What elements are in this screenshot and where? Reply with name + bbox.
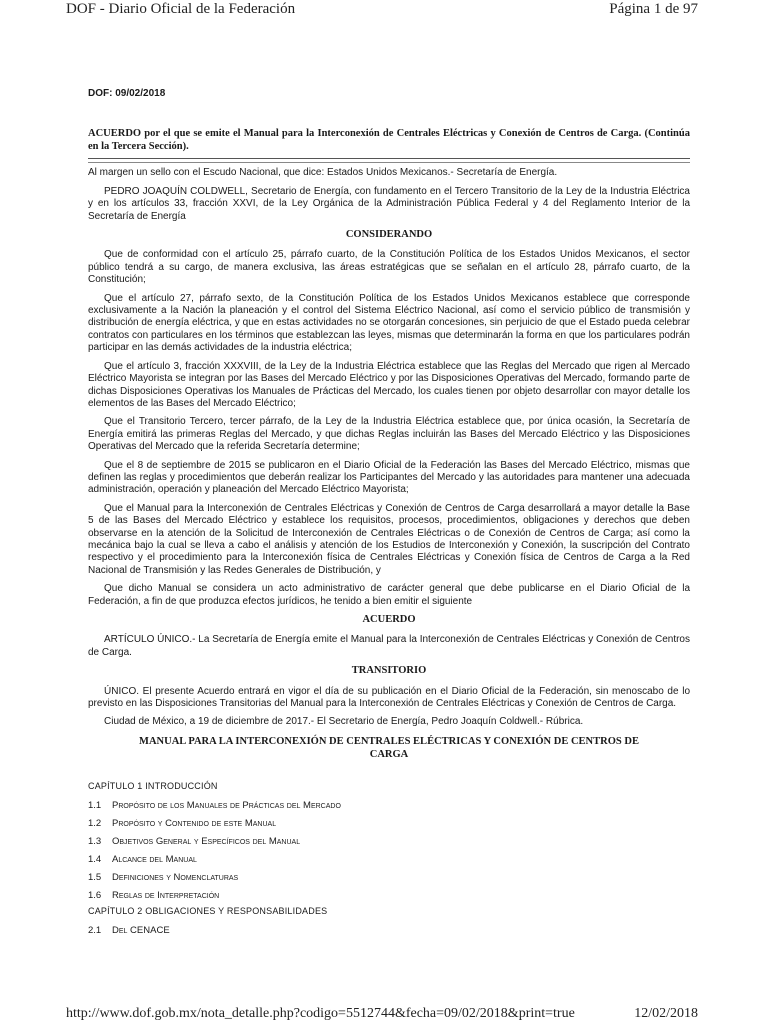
- toc-item: [88, 890, 690, 901]
- articulo-unico-paragraph: ARTÍCULO ÚNICO.- La Secretaría de Energía emite el Manual para la Interconexión de Centrales Eléctricas y Conexión de Centros de Carga.: [88, 634, 690, 658]
- toc-item-label: Definiciones y Nomenclaturas: [112, 871, 239, 883]
- toc-item-label: Alcance del Manual: [112, 853, 197, 865]
- considerando-paragraph: Que dicho Manual se considera un acto administrativo de carácter general que debe publicarse en el Diario Oficial de la Federación, a fin de que produzca efectos jurídicos, he tenido a bien emitir el siguiente: [88, 583, 690, 607]
- considerando-paragraph: Que el Manual para la Interconexión de Centrales Eléctricas y Conexión de Centros de Carga desarrollará a mayor detalle la Base 5 de las Bases del Mercado Eléctrico y establece los requisitos, procesos, procedimientos, obligaciones y derechos que deben observarse en la atención de la Solicitud de Interconexión de Centrales Eléctricas o de Conexión de Centros de Carga; así como la mecánica bajo la cual se lleva a cabo el análisis y atención de los Estudios de Interconexión y Conexión, la suscripción del Contrato respectivo y el procedimiento para la Interconexión física de Centrales Eléctricas y Conexión física de Centros de Carga a la Red Nacional de Transmisión y las Redes Generales de Distribución, y: [88, 502, 690, 576]
- toc-item-number: 1.5: [88, 871, 102, 883]
- considerando-paragraph: Que el artículo 3, fracción XXXVIII, de la Ley de la Industria Eléctrica establece que las Reglas del Mercado que rigen al Mercado Eléctrico Mayorista se integran por las Bases del Mercado Eléctrico y por las Disposiciones Operativas del Mercado, formando parte de dichas Disposiciones Operativas los Manuales de Prácticas del Mercado, los cuales tienen por objeto desarrollar con mayor detalle los elementos de las Bases del Mercado Eléctrico;: [88, 360, 690, 409]
- toc-chapter-1: CAPÍTULO 1 INTRODUCCIÓN: [88, 780, 218, 791]
- toc-item-number: 1.2: [88, 817, 102, 829]
- print-footer: [66, 1003, 698, 1023]
- toc-item-label: Propósito de los Manuales de Prácticas del Mercado: [112, 799, 341, 811]
- considerando-paragraph: Que el Transitorio Tercero, tercer párrafo, de la Ley de la Industria Eléctrica establece que, por única ocasión, la Secretaría de Energía emitirá las primeras Reglas del Mercado, y que dichas Reglas incluirán las Bases del Mercado Eléctrico y las Disposiciones Operativas del Mercado que la referida Secretaría determine;: [88, 416, 690, 453]
- publication-date: DOF: 09/02/2018: [88, 88, 166, 99]
- toc-item: [88, 836, 690, 847]
- toc-item-label: Reglas de Interpretación: [112, 889, 220, 901]
- considerando-paragraph: Que el 8 de septiembre de 2015 se publicaron en el Diario Oficial de la Federación las Bases del Mercado Eléctrico, mismas que definen las reglas y procedimientos que deberán realizar los Participantes del Mercado y las autoridades para mantener una adecuada administración, operación y planeación del Mercado Eléctrico Mayorista;: [88, 459, 690, 496]
- print-header: [66, 0, 698, 22]
- toc-item-label: Del CENACE: [112, 924, 170, 936]
- acuerdo-heading: ACUERDO: [362, 614, 416, 625]
- header-page-number: Página 1 de 97: [609, 1, 698, 17]
- considerando-paragraph: Que de conformidad con el artículo 25, párrafo cuarto, de la Constitución Política de los Estados Unidos Mexicanos, el sector público tendrá a su cargo, de manera exclusiva, las áreas estratégicas que se señalan en el artículo 28, párrafo cuarto, de la Constitución;: [88, 249, 690, 286]
- transitorio-heading: TRANSITORIO: [351, 665, 427, 677]
- toc-item-number: 1.1: [88, 799, 102, 811]
- title-divider: [88, 162, 690, 163]
- toc-item-label: Propósito y Contenido de este Manual: [112, 817, 277, 829]
- table-of-contents: [88, 781, 690, 936]
- toc-item: [88, 872, 690, 883]
- toc-item-number: 1.6: [88, 889, 102, 901]
- toc-item-number: 2.1: [88, 924, 102, 936]
- toc-item-number: 1.3: [88, 835, 102, 847]
- header-site-title: DOF - Diario Oficial de la Federación: [66, 1, 296, 17]
- toc-item: [88, 800, 690, 811]
- manual-title: MANUAL PARA LA INTERCONEXIÓN DE CENTRALES ELÉCTRICAS Y CONEXIÓN DE CENTROS DE CARGA: [139, 735, 639, 760]
- unico-paragraph: ÚNICO. El presente Acuerdo entrará en vigor el día de su publicación en el Diario Oficial de la Federación, sin menoscabo de lo previsto en las Disposiciones Transitorias del Manual para la Interconexión de Centrales Eléctricas y Conexión de Centros de Carga.: [88, 685, 690, 710]
- seal-paragraph: Al margen un sello con el Escudo Nacional, que dice: Estados Unidos Mexicanos.- Secretaría de Energía.: [88, 167, 558, 179]
- intro-paragraph: PEDRO JOAQUÍN COLDWELL, Secretario de Energía, con fundamento en el Tercero Transitorio de la Ley de la Industria Eléctrica y en los artículos 33, fracción XXVI, de la Ley Orgánica de la Administración Pública Federal y 4 del Reglamento Interior de la Secretaría de Energía: [88, 185, 690, 222]
- toc-item: [88, 854, 690, 865]
- toc-chapter-2: CAPÍTULO 2 OBLIGACIONES Y RESPONSABILIDADES: [88, 905, 328, 916]
- considerando-heading: CONSIDERANDO: [345, 229, 433, 241]
- toc-item: [88, 818, 690, 829]
- footer-url: http://www.dof.gob.mx/nota_detalle.php?codigo=5512744&fecha=09/02/2018&print=true: [66, 1006, 575, 1021]
- footer-print-date: 12/02/2018: [634, 1006, 698, 1021]
- considerando-paragraph: Que el artículo 27, párrafo sexto, de la Constitución Política de los Estados Unidos Mexicanos establece que corresponde exclusivamente a la Nación la planeación y el control del Sistema Eléctrico Nacional, así como el servicio público de transmisión y distribución de energía eléctrica, y que en estas actividades no se otorgarán concesiones, sin perjuicio de que el Estado pueda celebrar contratos con particulares en los términos que establezcan las leyes, mismas que determinarán la forma en que los particulares podrán participar en las demás actividades de la industria eléctrica;: [88, 292, 690, 354]
- toc-item: [88, 925, 690, 936]
- document-body: [88, 88, 690, 943]
- toc-item-label: Objetivos General y Específicos del Manual: [112, 835, 301, 847]
- signature-paragraph: Ciudad de México, a 19 de diciembre de 2017.- El Secretario de Energía, Pedro Joaquín Coldwell.- Rúbrica.: [104, 716, 584, 728]
- document-title: ACUERDO por el que se emite el Manual para la Interconexión de Centrales Eléctricas y Conexión de Centros de Carga. (Continúa en la Tercera Sección).: [88, 128, 690, 159]
- toc-item-number: 1.4: [88, 853, 102, 865]
